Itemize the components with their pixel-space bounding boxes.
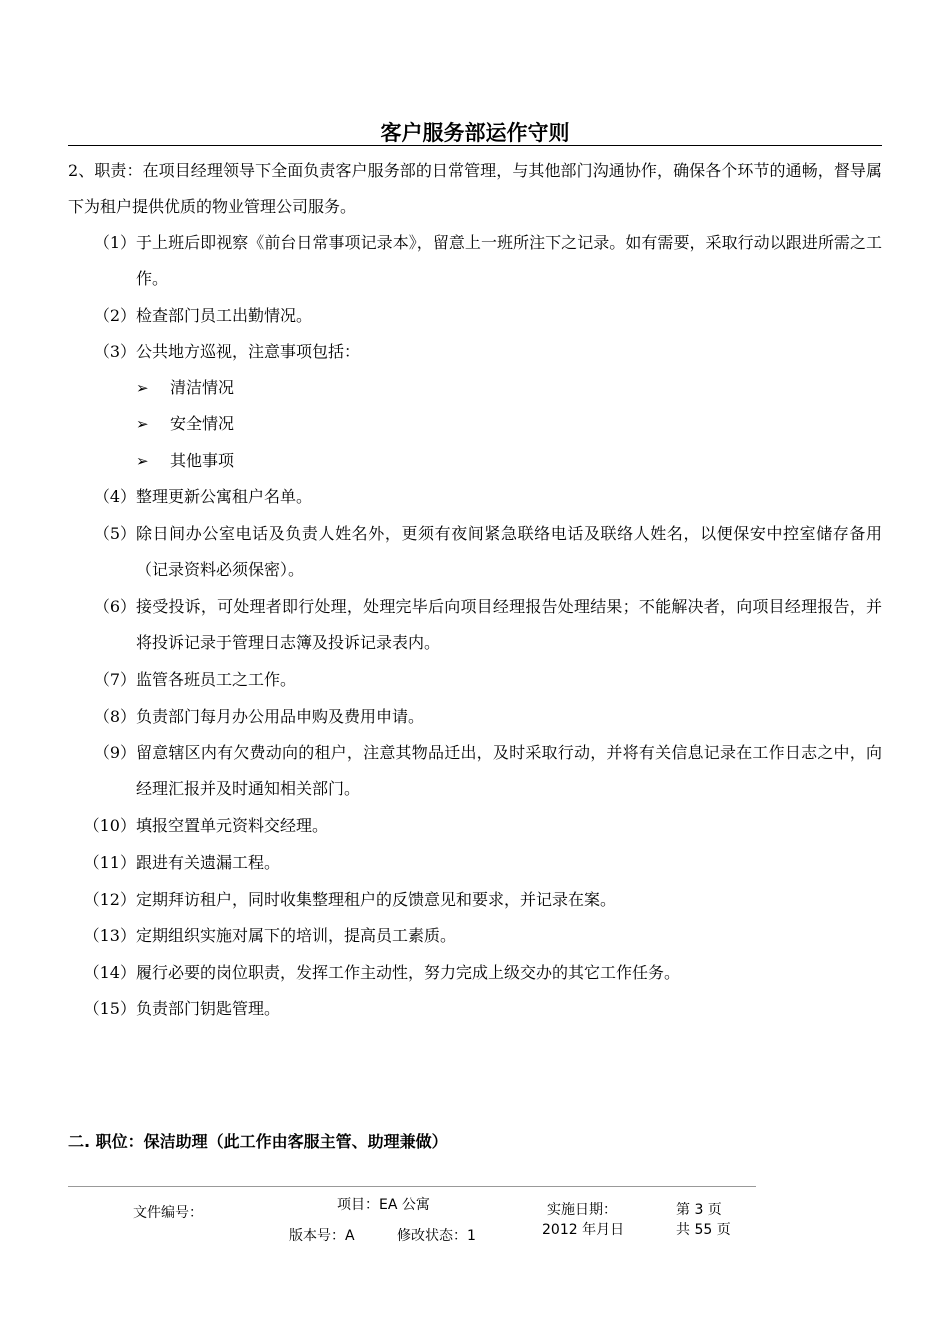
- list-item: [68, 699, 882, 735]
- item-text: 除日间办公室电话及负责人姓名外，更须有夜间紧急联络电话及联络人姓名，以便保安中控室储存备用（记录资料必须保密）。: [136, 524, 882, 579]
- item-number: （1）: [93, 233, 136, 252]
- list-item: [68, 516, 882, 588]
- item-text: 填报空置单元资料交经理。: [136, 816, 329, 835]
- title-divider: [68, 145, 882, 146]
- item-number: （13）: [83, 926, 136, 945]
- footer-page-current: 第 3 页: [676, 1202, 722, 1218]
- item-text: 履行必要的岗位职责，发挥工作主动性，努力完成上级交办的其它工作任务。: [136, 963, 681, 982]
- item-text: 整理更新公寓租户名单。: [136, 487, 313, 506]
- list-item: [68, 298, 882, 334]
- bullet-item: [136, 370, 234, 406]
- list-item: [68, 882, 882, 918]
- item-text: 负责部门钥匙管理。: [136, 999, 281, 1018]
- item-number: （14）: [83, 963, 136, 982]
- item-text: 公共地方巡视，注意事项包括：: [136, 342, 361, 361]
- item-text: 定期拜访租户，同时收集整理租户的反馈意见和要求，并记录在案。: [136, 890, 617, 909]
- item-number: （3）: [93, 342, 136, 361]
- footer-impl-date-label: 实施日期：: [547, 1202, 617, 1218]
- item-text: 于上班后即视察《前台日常事项记录本》，留意上一班所注下之记录。如有需要，采取行动以跟进所需之工作。: [136, 233, 882, 288]
- item-number: （7）: [93, 670, 136, 689]
- footer-version: 版本号：A: [289, 1228, 355, 1244]
- section-heading: 二. 职位：保洁助理（此工作由客服主管、助理兼做）: [68, 1132, 448, 1151]
- footer-page-total: 共 55 页: [676, 1222, 731, 1238]
- item-number: （9）: [93, 743, 136, 762]
- page-title: 客户服务部运作守则: [380, 121, 570, 145]
- item-text: 监管各班员工之工作。: [136, 670, 297, 689]
- bullet-text: 清洁情况: [170, 378, 235, 397]
- list-item: [68, 479, 882, 515]
- bullet-text: 安全情况: [170, 414, 235, 433]
- footer-revision-status: 修改状态：1: [397, 1228, 476, 1244]
- footer-project: 项目：EA 公寓: [337, 1197, 430, 1213]
- item-text: 留意辖区内有欠费动向的租户，注意其物品迁出，及时采取行动，并将有关信息记录在工作日志之中，向经理汇报并及时通知相关部门。: [136, 743, 882, 798]
- footer-divider: [68, 1186, 756, 1187]
- responsibility-intro: 2、职责：在项目经理领导下全面负责客户服务部的日常管理，与其他部门沟通协作，确保各个环节的通畅，督导属下为租户提供优质的物业管理公司服务。: [68, 161, 882, 216]
- bullet-text: 其他事项: [170, 451, 235, 470]
- list-item: [68, 918, 882, 954]
- list-item: [68, 991, 882, 1027]
- list-item: [68, 225, 882, 297]
- item-number: （6）: [93, 597, 136, 616]
- item-text: 负责部门每月办公用品申购及费用申请。: [136, 707, 425, 726]
- list-item: [68, 662, 882, 698]
- item-number: （12）: [83, 890, 136, 909]
- item-number: （15）: [83, 999, 136, 1018]
- list-item: [68, 735, 882, 807]
- item-text: 接受投诉，可处理者即行处理，处理完毕后向项目经理报告处理结果；不能解决者，向项目经理报告，并将投诉记录于管理日志簿及投诉记录表内。: [136, 597, 882, 652]
- footer-impl-date: 2012 年月日: [542, 1222, 625, 1238]
- item-number: （4）: [93, 487, 136, 506]
- footer-doc-number-label: 文件编号：: [133, 1205, 203, 1221]
- item-text: 定期组织实施对属下的培训，提高员工素质。: [136, 926, 457, 945]
- list-item: [68, 955, 882, 991]
- bullet-item: [136, 406, 234, 442]
- item-number: （8）: [93, 707, 136, 726]
- list-item: [68, 808, 882, 844]
- list-item: [68, 845, 882, 881]
- item-number: （5）: [93, 524, 136, 543]
- item-number: （10）: [83, 816, 136, 835]
- item-text: 跟进有关遗漏工程。: [136, 853, 281, 872]
- arrowhead-bullet-icon: ➢: [136, 452, 149, 470]
- item-number: （2）: [93, 306, 136, 325]
- bullet-item: [136, 443, 234, 479]
- item-text: 检查部门员工出勤情况。: [136, 306, 313, 325]
- item-number: （11）: [83, 853, 136, 872]
- list-item: [68, 334, 882, 370]
- arrowhead-bullet-icon: ➢: [136, 379, 149, 397]
- list-item: [68, 589, 882, 661]
- arrowhead-bullet-icon: ➢: [136, 415, 149, 433]
